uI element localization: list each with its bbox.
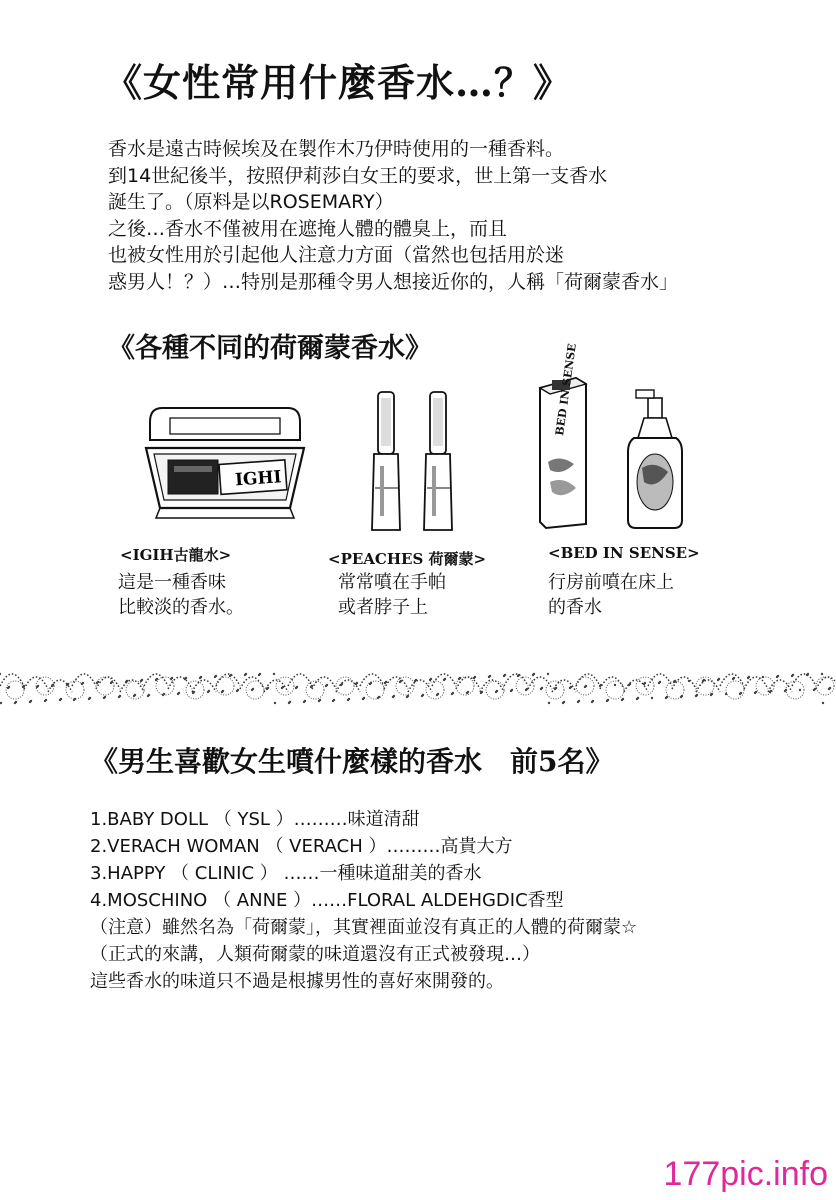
intro-paragraph: [108, 136, 678, 295]
intro-line: 也被女性用於引起他人注意力方面（當然也包括用於迷: [108, 244, 565, 266]
ranking-line: 4.MOSCHINO （ ANNE ）……FLORAL ALDEHGDIC香型: [90, 890, 564, 911]
desc-line: 比較淡的香水。: [118, 597, 244, 618]
desc-line: 這是一種香味: [118, 572, 226, 593]
products-heading: 《各種不同的荷爾蒙香水》: [108, 333, 432, 364]
desc-line: 常常噴在手帕: [338, 572, 446, 593]
ranking-line: 1.BABY DOLL （ YSL ）………味道清甜: [90, 809, 420, 830]
watermark: 177pic.info: [663, 1155, 828, 1193]
cologne-case-illustration: [140, 400, 310, 525]
case-label-text: IGHI: [234, 467, 283, 491]
product-desc-bed-in-sense: [548, 570, 674, 620]
peaches-bottles-illustration: [364, 388, 474, 536]
bed-in-sense-bottle-illustration: [530, 342, 690, 534]
note-line: （正式的來講，人類荷爾蒙的味道還沒有正式被發現…）: [90, 944, 540, 965]
lace-divider: [0, 654, 836, 714]
product-label-bed-in-sense: <BED IN SENSE>: [548, 544, 700, 562]
intro-line: 之後…香水不僅被用在遮掩人體的體臭上，而且: [108, 217, 508, 240]
ranking-line: 2.VERACH WOMAN （ VERACH ）………高貴大方: [90, 836, 513, 857]
ranking-heading: 《男生喜歡女生噴什麼樣的香水 前5名》: [90, 745, 614, 778]
page-title: 《女性常用什麼香水…？》: [104, 60, 573, 105]
desc-line: 或者脖子上: [338, 597, 428, 618]
product-label-peaches: <PEACHES 荷爾蒙>: [328, 550, 487, 568]
note-line: 這些香水的味道只不過是根據男性的喜好來開發的。: [90, 971, 504, 992]
product-desc-igih: [118, 570, 244, 620]
product-desc-peaches: [338, 570, 446, 620]
box-label-text: BED IN SENSE: [553, 342, 579, 437]
ranking-line: 3.HAPPY （ CLINIC ） ……一種味道甜美的香水: [90, 863, 482, 884]
desc-line: 行房前噴在床上: [548, 572, 674, 593]
note-line: （注意）雖然名為「荷爾蒙」，其實裡面並沒有真正的人體的荷爾蒙☆: [90, 917, 638, 938]
intro-line: 誕生了。（原料是以ROSEMARY）: [108, 191, 394, 213]
intro-line: 惑男人！？）…特別是那種令男人想接近你的，人稱「荷爾蒙香水」: [108, 270, 679, 293]
intro-line: 到14世紀後半，按照伊莉莎白女王的要求，世上第一支香水: [108, 164, 608, 187]
ranking-list: [90, 806, 637, 995]
product-label-igih: <IGIH古龍水>: [120, 546, 232, 564]
desc-line: 的香水: [548, 597, 602, 618]
intro-line: 香水是遠古時候埃及在製作木乃伊時使用的一種香料。: [108, 138, 565, 160]
